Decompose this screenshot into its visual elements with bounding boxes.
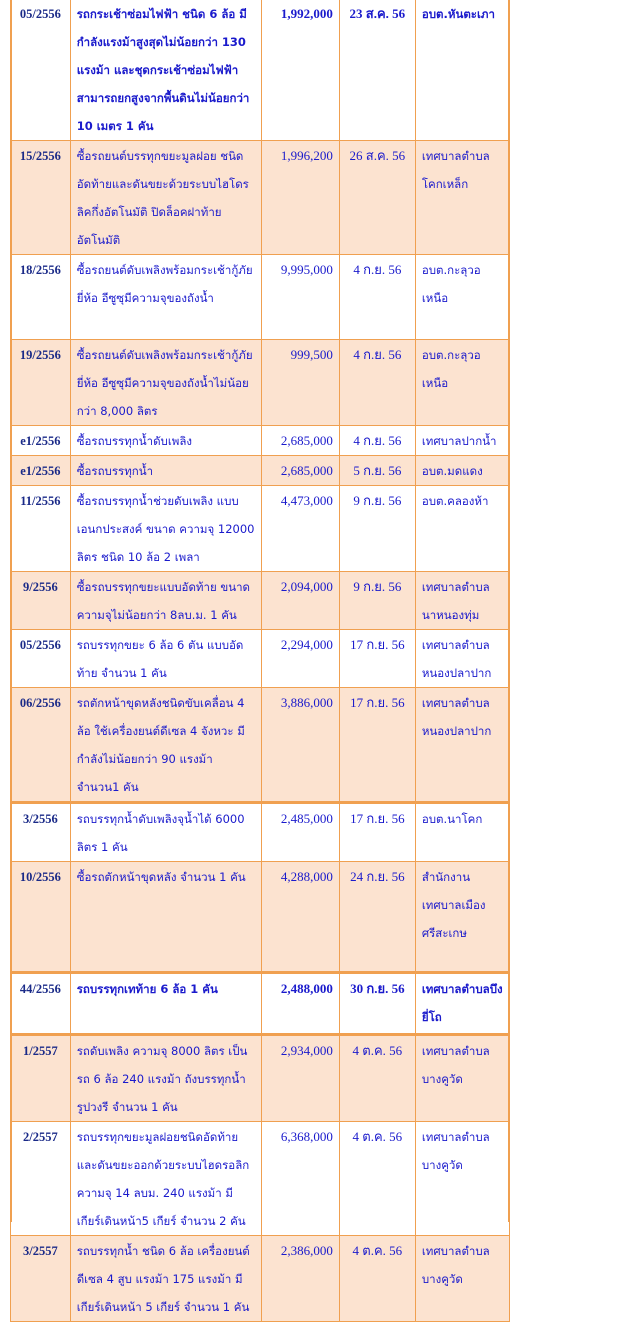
contract-number-cell: 06/2556 xyxy=(11,688,71,803)
amount-cell: 9,995,000 xyxy=(262,255,340,340)
agency-cell: เทศบาลตำบลหนองปลาปาก xyxy=(415,630,509,688)
table-row xyxy=(11,1236,510,1322)
agency-cell: อบต.นาโคก xyxy=(415,803,509,862)
table-row xyxy=(11,630,510,688)
agency-cell: อบต.หันตะเภา xyxy=(415,0,509,141)
table-row xyxy=(11,0,510,141)
table-row xyxy=(11,803,510,862)
agency-cell: เทศบาลตำบลนาหนองทุ่ม xyxy=(415,572,509,630)
amount-cell: 3,886,000 xyxy=(262,688,340,803)
table-row xyxy=(11,426,510,456)
amount-cell: 2,488,000 xyxy=(262,973,340,1035)
agency-cell: เทศบาลตำบลโคกเหล็ก xyxy=(415,141,509,255)
description-cell: รถบรรทุกเทท้าย 6 ล้อ 1 คัน xyxy=(70,973,261,1035)
procurement-table xyxy=(10,0,510,1322)
date-cell: 30 ก.ย. 56 xyxy=(339,973,415,1035)
date-cell: 23 ส.ค. 56 xyxy=(339,0,415,141)
date-cell: 4 ต.ค. 56 xyxy=(339,1122,415,1236)
contract-number-cell: e1/2556 xyxy=(11,426,71,456)
agency-cell: เทศบาลตำบลบางคูวัด xyxy=(415,1035,509,1122)
description-cell: รถบรรทุกน้ำดับเพลิงจุน้ำได้ 6000 ลิตร 1 คัน xyxy=(70,803,261,862)
contract-number-cell: 9/2556 xyxy=(11,572,71,630)
table-row xyxy=(11,572,510,630)
date-cell: 4 ก.ย. 56 xyxy=(339,340,415,426)
description-cell: ซื้อรถบรรทุกน้ำช่วยดับเพลิง แบบเอนกประสงค์ ขนาด ความจุ 12000 ลิตร ชนิด 10 ล้อ 2 เพลา xyxy=(70,486,261,572)
table-row xyxy=(11,486,510,572)
agency-cell: อบต.กะลุวอเหนือ xyxy=(415,255,509,340)
amount-cell: 2,685,000 xyxy=(262,426,340,456)
agency-cell: เทศบาลปากน้ำ xyxy=(415,426,509,456)
agency-cell: อบต.คลองห้า xyxy=(415,486,509,572)
date-cell: 5 ก.ย. 56 xyxy=(339,456,415,486)
table-row xyxy=(11,862,510,973)
date-cell: 4 ต.ค. 56 xyxy=(339,1236,415,1322)
contract-number-cell: 15/2556 xyxy=(11,141,71,255)
amount-cell: 2,094,000 xyxy=(262,572,340,630)
table-body xyxy=(11,0,510,1322)
table-row xyxy=(11,255,510,340)
description-cell: ซื้อรถบรรทุกขยะแบบอัดท้าย ขนาดความจุไม่น้อยกว่า 8ลบ.ม. 1 คัน xyxy=(70,572,261,630)
agency-cell: เทศบาลตำบลหนองปลาปาก xyxy=(415,688,509,803)
amount-cell: 2,685,000 xyxy=(262,456,340,486)
agency-cell: สำนักงานเทศบาลเมืองศรีสะเกษ xyxy=(415,862,509,973)
contract-number-cell: 1/2557 xyxy=(11,1035,71,1122)
table-row xyxy=(11,456,510,486)
table-row xyxy=(11,340,510,426)
contract-number-cell: 19/2556 xyxy=(11,340,71,426)
date-cell: 4 ก.ย. 56 xyxy=(339,255,415,340)
date-cell: 4 ต.ค. 56 xyxy=(339,1035,415,1122)
amount-cell: 4,473,000 xyxy=(262,486,340,572)
table-row xyxy=(11,1035,510,1122)
date-cell: 4 ก.ย. 56 xyxy=(339,426,415,456)
amount-cell: 2,294,000 xyxy=(262,630,340,688)
amount-cell: 4,288,000 xyxy=(262,862,340,973)
date-cell: 17 ก.ย. 56 xyxy=(339,803,415,862)
contract-number-cell: 11/2556 xyxy=(11,486,71,572)
description-cell: ซื้อรถยนต์ดับเพลิงพร้อมกระเช้ากู้ภัย ยี่ห้อ อีซูซุมีความจุของถังน้ำไม่น้อยกว่า 8,000 ลิตร xyxy=(70,340,261,426)
agency-cell: อบต.มดแดง xyxy=(415,456,509,486)
description-cell: ซื้อรถบรรทุกน้ำดับเพลิง xyxy=(70,426,261,456)
agency-cell: เทศบาลตำบลบางคูวัด xyxy=(415,1122,509,1236)
description-cell: ซื้อรถตักหน้าขุดหลัง จำนวน 1 คัน xyxy=(70,862,261,973)
agency-cell: อบต.กะลุวอเหนือ xyxy=(415,340,509,426)
date-cell: 17 ก.ย. 56 xyxy=(339,630,415,688)
table-row xyxy=(11,688,510,803)
description-cell: รถตักหน้าขุดหลังชนิดขับเคลื่อน 4 ล้อ ใช้เครื่องยนต์ดีเซล 4 จังหวะ มีกำลังไม่น้อยกว่า 90 แรงม้า จำนวน1 คัน xyxy=(70,688,261,803)
date-cell: 9 ก.ย. 56 xyxy=(339,486,415,572)
description-cell: รถบรรทุกขยะ 6 ล้อ 6 ตัน แบบอัดท้าย จำนวน 1 คัน xyxy=(70,630,261,688)
contract-number-cell: e1/2556 xyxy=(11,456,71,486)
amount-cell: 2,934,000 xyxy=(262,1035,340,1122)
description-cell: รถบรรทุกน้ำ ชนิด 6 ล้อ เครื่องยนต์ดีเซล 4 สูบ แรงม้า 175 แรงม้า มีเกียร์เดินหน้า 5 เกียร์ จำนวน 1 คัน xyxy=(70,1236,261,1322)
amount-cell: 6,368,000 xyxy=(262,1122,340,1236)
amount-cell: 2,485,000 xyxy=(262,803,340,862)
contract-number-cell: 44/2556 xyxy=(11,973,71,1035)
amount-cell: 2,386,000 xyxy=(262,1236,340,1322)
date-cell: 9 ก.ย. 56 xyxy=(339,572,415,630)
agency-cell: เทศบาลตำบลบางคูวัด xyxy=(415,1236,509,1322)
contract-number-cell: 18/2556 xyxy=(11,255,71,340)
contract-number-cell: 2/2557 xyxy=(11,1122,71,1236)
date-cell: 26 ส.ค. 56 xyxy=(339,141,415,255)
description-cell: ซื้อรถยนต์ดับเพลิงพร้อมกระเช้ากู้ภัย ยี่ห้อ อีซูซุมีความจุของถังน้ำ xyxy=(70,255,261,340)
date-cell: 24 ก.ย. 56 xyxy=(339,862,415,973)
description-cell: ซื้อรถบรรทุกน้ำ xyxy=(70,456,261,486)
amount-cell: 999,500 xyxy=(262,340,340,426)
contract-number-cell: 3/2557 xyxy=(11,1236,71,1322)
description-cell: รถบรรทุกขยะมูลฝอยชนิดอัดท้าย และดันขยะออกด้วยระบบไฮดรอลิก ความจุ 14 ลบม. 240 แรงม้า มีเกียร์เดินหน้า5 เกียร์ จำนวน 2 คัน xyxy=(70,1122,261,1236)
agency-cell: เทศบาลตำบลบึงยี่โถ xyxy=(415,973,509,1035)
description-cell: รถกระเช้าซ่อมไฟฟ้า ชนิด 6 ล้อ มีกำลังแรงม้าสูงสุดไม่น้อยกว่า 130 แรงม้า และชุดกระเช้าซ่อมไฟฟ้าสามารถยกสูงจากพื้นดินไม่น้อยกว่า 10 เมตร 1 คัน xyxy=(70,0,261,141)
date-cell: 17 ก.ย. 56 xyxy=(339,688,415,803)
table-row xyxy=(11,141,510,255)
contract-number-cell: 05/2556 xyxy=(11,630,71,688)
contract-number-cell: 10/2556 xyxy=(11,862,71,973)
description-cell: ซื้อรถยนต์บรรทุกขยะมูลฝอย ชนิดอัดท้ายและดันขยะด้วยระบบไฮโดรลิคกึ่งอัตโนมัติ ปิดล็อคฝาท้ายอัตโนมัติ xyxy=(70,141,261,255)
description-cell: รถดับเพลิง ความจุ 8000 ลิตร เป็นรถ 6 ล้อ 240 แรงม้า ถังบรรทุกน้ำรูปวงรี จำนวน 1 คัน xyxy=(70,1035,261,1122)
amount-cell: 1,996,200 xyxy=(262,141,340,255)
table-row xyxy=(11,973,510,1035)
contract-number-cell: 05/2556 xyxy=(11,0,71,141)
amount-cell: 1,992,000 xyxy=(262,0,340,141)
table-row xyxy=(11,1122,510,1236)
contract-number-cell: 3/2556 xyxy=(11,803,71,862)
